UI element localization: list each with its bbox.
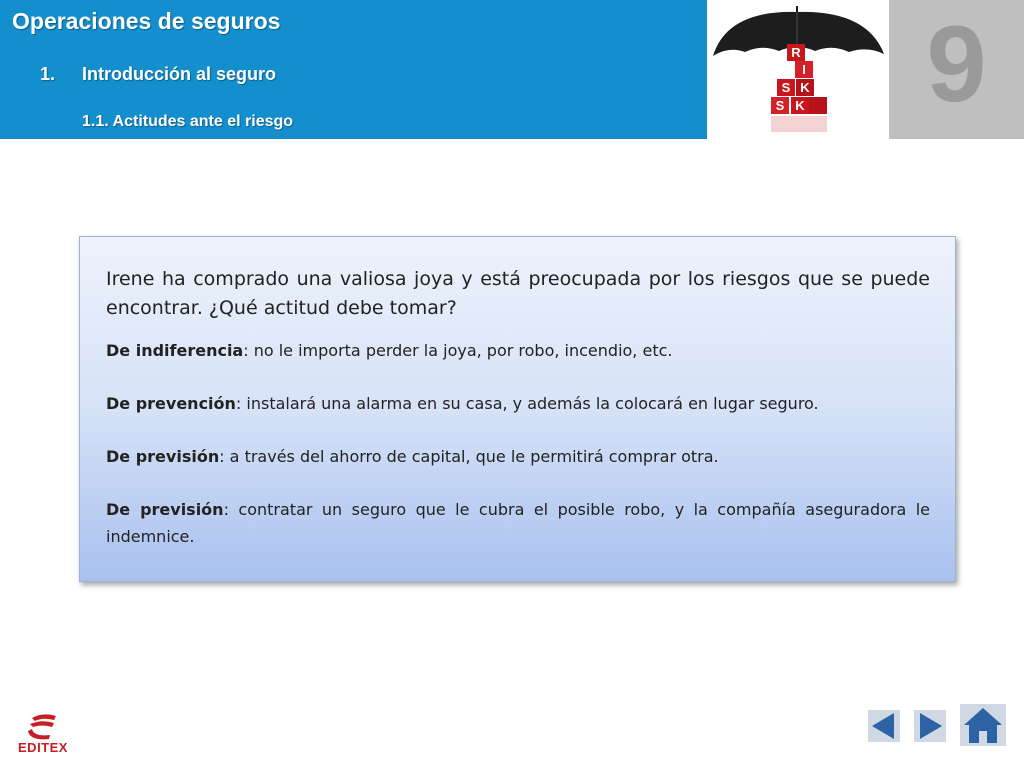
editex-logo <box>10 712 76 758</box>
block-letter-r: R <box>791 45 801 60</box>
option-term: De prevención <box>106 394 236 413</box>
subsection-heading: 1.1. Actitudes ante el riesgo <box>82 113 294 130</box>
previous-button[interactable] <box>868 710 900 742</box>
option-prevision-ahorro <box>106 443 930 470</box>
block-letter-s1: S <box>781 80 791 95</box>
block-letter-k1: K <box>800 80 810 95</box>
next-button[interactable] <box>914 710 946 742</box>
question-text: Irene ha comprado una valiosa joya y está preocupada por los riesgos que se puede encontrar. ¿Qué actitud debe tomar? <box>106 268 930 319</box>
option-indiferencia <box>106 337 930 364</box>
option-term: De previsión <box>106 500 224 519</box>
chapter-badge <box>889 0 1024 139</box>
page-title: Operaciones de seguros <box>12 8 281 34</box>
option-description: : instalará una alarma en su casa, y además la colocará en lugar seguro. <box>235 394 819 413</box>
block-letter-i: I <box>802 62 806 77</box>
block-letter-s2: S <box>775 98 785 113</box>
triangle-left-icon <box>868 710 900 742</box>
header-bar <box>0 0 707 139</box>
section-title: Introducción al seguro <box>82 64 277 84</box>
logo-wordmark: EDITEX <box>18 740 68 755</box>
section-number: 1. <box>40 64 56 84</box>
chapter-number: 9 <box>926 3 987 124</box>
option-description: : a través del ahorro de capital, que le permitirá comprar otra. <box>219 447 719 466</box>
option-prevision-seguro <box>106 496 930 550</box>
umbrella-risk-illustration <box>707 0 889 139</box>
umbrella-risk-image <box>707 0 889 139</box>
option-term: De previsión <box>106 447 220 466</box>
option-term: De indiferencia <box>106 341 244 360</box>
triangle-right-icon <box>914 710 946 742</box>
option-description: : no le importa perder la joya, por robo, incendio, etc. <box>243 341 673 360</box>
question-panel <box>79 236 956 582</box>
block-letter-k2: K <box>795 98 805 113</box>
option-description: : contratar un seguro que le cubra el posible robo, y la compañía aseguradora le indemnice. <box>106 500 931 546</box>
home-button[interactable] <box>960 704 1006 746</box>
house-icon <box>960 704 1006 746</box>
option-prevencion <box>106 390 930 417</box>
section-heading <box>40 64 276 85</box>
editex-logo-mark <box>10 712 76 740</box>
